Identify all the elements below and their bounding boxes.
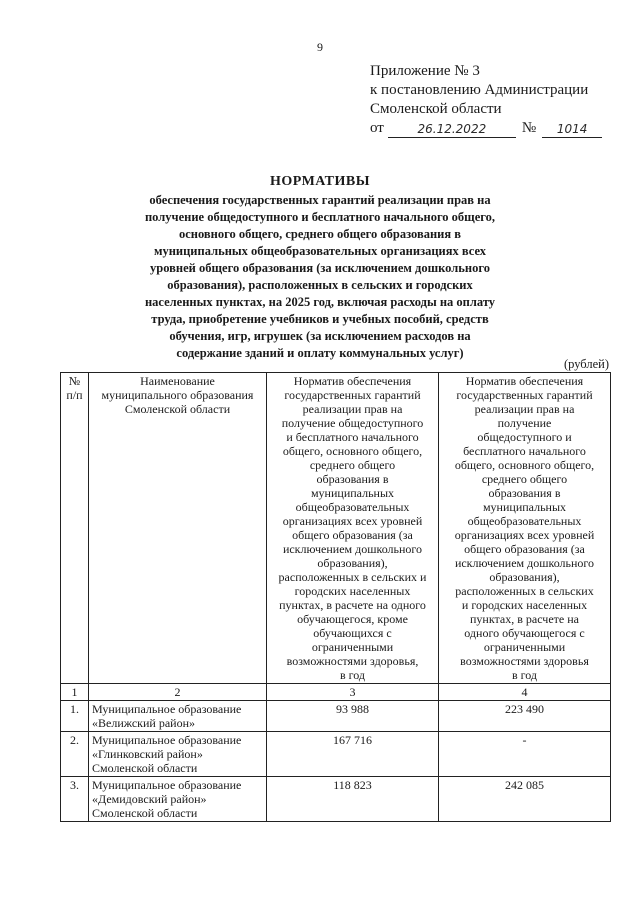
municipality-name [89, 777, 267, 822]
header-line: пунктах, в расчете на [470, 612, 579, 626]
header-line: исключением дошкольного [454, 556, 595, 570]
header-num-line: № [68, 374, 81, 388]
header-line: образования), [317, 556, 388, 570]
header-name [89, 373, 267, 684]
subtitle-line: образования), расположенных в сельских и городских [167, 278, 473, 292]
municipality-name-line: «Велижский район» [92, 716, 195, 730]
header-line: бесплатного начального [463, 444, 586, 458]
header-line: общего, основного общего, [454, 458, 595, 472]
column-index: 3 [267, 684, 439, 701]
norm-disabilities-value: 223 490 [439, 701, 611, 732]
appendix-reference: к постановлению Администрации [370, 82, 589, 98]
header-line: реализации прав на [302, 402, 403, 416]
appendix-title: Приложение № 3 [370, 63, 480, 79]
appendix-region: Смоленской области [370, 101, 502, 117]
header-line: ограниченными [311, 640, 394, 654]
header-line: и бесплатного начального [286, 430, 419, 444]
header-line: городских населенных [294, 584, 411, 598]
header-line: общеобразовательных [295, 500, 410, 514]
table-row [61, 777, 611, 822]
subtitle-line: получение общедоступного и бесплатного начального общего, [144, 210, 496, 224]
number-label: № [521, 120, 537, 136]
header-line: общего образования (за [292, 528, 413, 542]
row-number: 3. [61, 777, 89, 822]
handwritten-date: 26.12.2022 [388, 122, 516, 138]
header-norm-disabilities [439, 373, 611, 684]
header-name-line: Смоленской области [124, 402, 231, 416]
table-header-row [61, 373, 611, 684]
header-line: образования в [316, 472, 389, 486]
header-line: среднего общего [481, 472, 568, 486]
header-line: обучающихся с [313, 626, 392, 640]
header-line: исключением дошкольного [282, 542, 423, 556]
header-line: государственных гарантий [284, 388, 421, 402]
header-line: организациях всех уровней [454, 528, 595, 542]
from-label: от [370, 120, 384, 136]
header-line: и городских населенных [461, 598, 588, 612]
header-line: общего, основного общего, [282, 444, 423, 458]
header-line: в год [511, 668, 538, 682]
header-line: ограниченными [483, 640, 566, 654]
column-index-row [61, 684, 611, 701]
municipality-name-line: Муниципальное образование [92, 702, 242, 716]
appendix-block [370, 62, 632, 138]
row-number: 1. [61, 701, 89, 732]
municipality-name-line: «Глинковский район» [92, 747, 203, 761]
header-line: общеобразовательных [467, 514, 582, 528]
column-index: 4 [439, 684, 611, 701]
norms-table [60, 372, 611, 822]
municipality-name-line: Смоленской области [92, 806, 198, 820]
municipality-name-line: Муниципальное образование [92, 733, 242, 747]
header-line: организациях всех уровней [282, 514, 423, 528]
norm-general-value: 118 823 [267, 777, 439, 822]
header-num-line: п/п [66, 388, 83, 402]
title-main: НОРМАТИВЫ [270, 174, 370, 189]
header-line: реализации прав на [474, 402, 575, 416]
subtitle-line: основного общего, среднего общего образования в [178, 227, 462, 241]
column-index: 2 [89, 684, 267, 701]
currency-note: (рублей) [563, 357, 609, 371]
header-line: расположенных в сельских и [278, 570, 427, 584]
municipality-name [89, 732, 267, 777]
header-line: получение общедоступного [281, 416, 424, 430]
header-line: пунктах, в расчете на одного [279, 598, 426, 612]
header-line: одного обучающегося с [464, 626, 585, 640]
norm-disabilities-value: - [439, 732, 611, 777]
table-row [61, 701, 611, 732]
municipality-name [89, 701, 267, 732]
subtitle-line: обеспечения государственных гарантий реализации прав на [149, 193, 491, 207]
table-row [61, 732, 611, 777]
norm-disabilities-value: 242 085 [439, 777, 611, 822]
norm-general-value: 93 988 [267, 701, 439, 732]
header-line: расположенных в сельских [455, 584, 594, 598]
municipality-name-line: Смоленской области [92, 761, 198, 775]
title-subtitle [120, 192, 520, 362]
subtitle-line: содержание зданий и оплату коммунальных услуг) [176, 346, 464, 360]
header-line: возможностями здоровья, [286, 654, 419, 668]
header-line: общего образования (за [464, 542, 585, 556]
header-line: образования), [489, 570, 560, 584]
handwritten-number: 1014 [542, 122, 602, 138]
header-num [61, 373, 89, 684]
norm-general-value: 167 716 [267, 732, 439, 777]
header-name-line: муниципального образования [101, 388, 254, 402]
subtitle-line: обучения, игр, игрушек (за исключением расходов на [169, 329, 471, 343]
row-number: 2. [61, 732, 89, 777]
municipality-name-line: «Демидовский район» [92, 792, 207, 806]
subtitle-line: труда, приобретение учебников и учебных пособий, средств [151, 312, 489, 326]
municipality-name-line: Муниципальное образование [92, 778, 242, 792]
page-number: 9 [317, 40, 323, 54]
header-line: Норматив обеспечения [465, 374, 584, 388]
column-index: 1 [61, 684, 89, 701]
header-line: образования в [488, 486, 561, 500]
header-line: муниципальных [310, 486, 395, 500]
header-line: в год [339, 668, 366, 682]
header-line: общедоступного и [477, 430, 572, 444]
header-line: возможностями здоровья [460, 654, 589, 668]
appendix-date-line [370, 119, 632, 138]
header-line: муниципальных [482, 500, 567, 514]
header-line: получение [497, 416, 552, 430]
header-name-line: Наименование [140, 374, 215, 388]
header-line: государственных гарантий [456, 388, 593, 402]
header-line: Норматив обеспечения [293, 374, 412, 388]
header-line: обучающегося, кроме [297, 612, 408, 626]
subtitle-line: населенных пунктах, на 2025 год, включая расходы на оплату [144, 295, 496, 309]
header-norm-general [267, 373, 439, 684]
subtitle-line: уровней общего образования (за исключением дошкольного [150, 261, 490, 275]
subtitle-line: муниципальных общеобразовательных организациях всех [153, 244, 487, 258]
document-title [120, 174, 520, 362]
header-line: среднего общего [309, 458, 396, 472]
